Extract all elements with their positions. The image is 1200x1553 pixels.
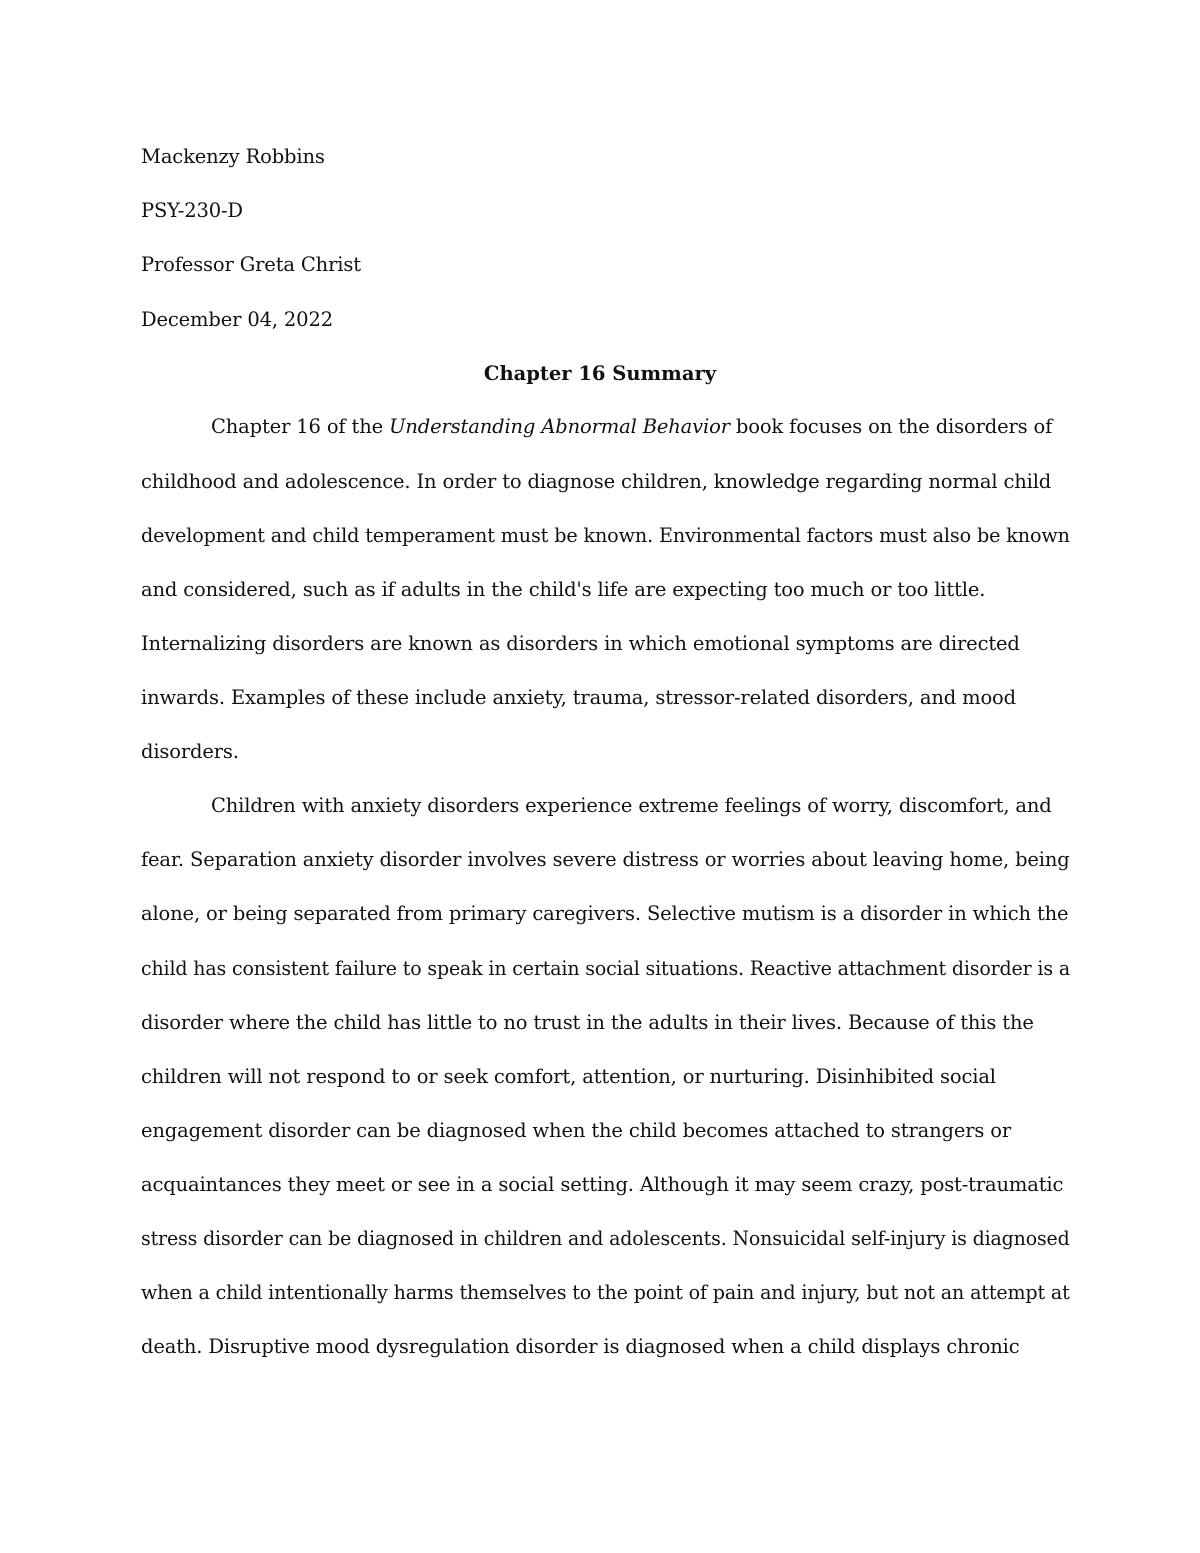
paragraph-2-line: death. Disruptive mood dysregulation disorder is diagnosed when a child displays chronic	[141, 1335, 1020, 1358]
course-code: PSY-230-D	[141, 199, 243, 222]
paragraph-2-line: engagement disorder can be diagnosed when the child becomes attached to strangers or	[141, 1119, 1012, 1142]
paragraph-2-line: child has consistent failure to speak in certain social situations. Reactive attachment disorder is a	[141, 957, 1070, 980]
paragraph-2-line: disorder where the child has little to no trust in the adults in their lives. Because of this the	[141, 1011, 1034, 1034]
paragraph-2-line: acquaintances they meet or see in a social setting. Although it may seem crazy, post-traumatic	[141, 1173, 1064, 1196]
document-title: Chapter 16 Summary	[483, 362, 717, 385]
paragraph-2-line: when a child intentionally harms themselves to the point of pain and injury, but not an attempt at	[141, 1281, 1070, 1304]
submission-date: December 04, 2022	[141, 308, 333, 331]
paragraph-2-line: Children with anxiety disorders experience extreme feelings of worry, discomfort, and	[211, 794, 1052, 817]
paragraph-1-intro: Chapter 16 of the	[211, 415, 390, 438]
paragraph-2-line: stress disorder can be diagnosed in children and adolescents. Nonsuicidal self-injury is diagnosed	[141, 1227, 1070, 1250]
paragraph-1-line: Internalizing disorders are known as disorders in which emotional symptoms are directed	[141, 632, 1020, 655]
paragraph-1-line: childhood and adolescence. In order to diagnose children, knowledge regarding normal child	[141, 470, 1052, 493]
paragraph-1-line-1	[211, 415, 1052, 439]
paragraph-2-line: fear. Separation anxiety disorder involves severe distress or worries about leaving home, being	[141, 848, 1070, 871]
student-name: Mackenzy Robbins	[141, 145, 325, 168]
paragraph-2-line: children will not respond to or seek comfort, attention, or nurturing. Disinhibited social	[141, 1065, 996, 1088]
paragraph-1-line: development and child temperament must be known. Environmental factors must also be known	[141, 524, 1070, 547]
paragraph-1-line: inwards. Examples of these include anxiety, trauma, stressor-related disorders, and mood	[141, 686, 1016, 709]
paragraph-1-intro-end: book focuses on the disorders of	[729, 415, 1053, 438]
book-title: Understanding Abnormal Behavior	[389, 415, 730, 438]
paragraph-1-line: disorders.	[141, 740, 239, 763]
paragraph-1-line: and considered, such as if adults in the child's life are expecting too much or too little.	[141, 578, 986, 601]
professor-name: Professor Greta Christ	[141, 253, 361, 276]
paragraph-2-line: alone, or being separated from primary caregivers. Selective mutism is a disorder in which the	[141, 902, 1069, 925]
